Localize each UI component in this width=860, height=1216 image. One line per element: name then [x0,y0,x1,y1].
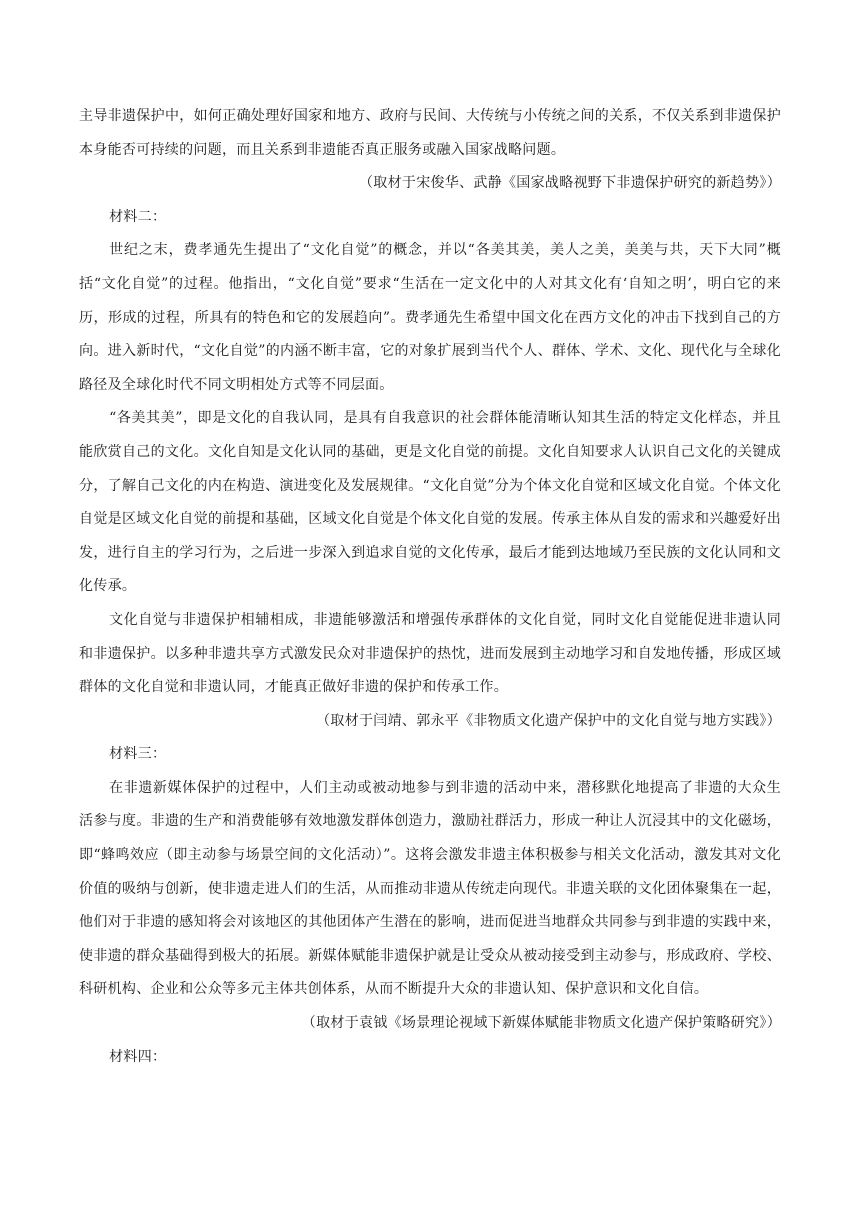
source-citation-3: （取材于袁钺《场景理论视域下新媒体赋能非物质文化遗产保护策略研究》） [301,1015,781,1032]
material-2-paragraph-3: 文化自觉与非遗保护相辅相成，非遗能够激活和增强传承群体的文化自觉，同时文化自觉能促进非遗认同和非遗保护。以多种非遗共享方式激发民众对非遗保护的热忱，进而发展到主动地学习和自发地传播，形成区域群体的文化自觉和非遗认同，才能真正做好非遗的保护和传承工作。 [79,611,781,696]
material-2-paragraph-1: 世纪之末，费孝通先生提出了“文化自觉”的概念，并以“各美其美，美人之美，美美与共，天下大同”概括“文化自觉”的过程。他指出，“文化自觉”要求“生活在一定文化中的人对其文化有‘自知之明’，明白它的来历，形成的过程，所具有的特色和它的发展趋向”。费孝通先生希望中国文化在西方文化的冲击下找到自己的方向。进入新时代，“文化自觉”的内涵不断丰富，它的对象扩展到当代个人、群体、学术、文化、现代化与全球化路径及全球化时代不同文明相处方式等不同层面。 [79,242,781,393]
source-citation-2: （取材于闫靖、郭永平《非物质文化遗产保护中的文化自觉与地方实践》） [316,712,781,729]
material-3-paragraph-1: 在非遗新媒体保护的过程中，人们主动或被动地参与到非遗的活动中来，潜移默化地提高了非遗的大众生活参与度。非遗的生产和消费能够有效地激发群体创造力，激励社群活力，形成一种让人沉浸其中的文化磁场，即“蜂鸣效应（即主动参与场景空间的文化活动）”。这将会激发非遗主体积极参与相关文化活动，激发其对文化价值的吸纳与创新，使非遗走进人们的生活，从而推动非遗从传统走向现代。非遗关联的文化团体聚集在一起，他们对于非遗的感知将会对该地区的其他团体产生潜在的影响，进而促进当地群众共同参与到非遗的实践中来，使非遗的群众基础得到极大的拓展。新媒体赋能非遗保护就是让受众从被动接受到主动参与，形成政府、学校、科研机构、企业和公众等多元主体共创体系，从而不断提升大众的非遗认知、保护意识和文化自信。 [79,779,781,998]
material-2-heading: 材料二： [109,208,167,225]
document-page [79,100,781,1074]
material-2-paragraph-2: “各美其美”，即是文化的自我认同，是具有自我意识的社会群体能清晰认知其生活的特定文化样态，并且能欣赏自己的文化。文化自知是文化认同的基础，更是文化自觉的前提。文化自知要求人认识自己文化的关键成分，了解自己文化的内在构造、演进变化及发展规律。“文化自觉”分为个体文化自觉和区域文化自觉。个体文化自觉是区域文化自觉的前提和基础，区域文化自觉是个体文化自觉的发展。传承主体从自发的需求和兴趣爱好出发，进行自主的学习行为，之后进一步深入到追求自觉的文化传承，最后才能到达地域乃至民族的文化认同和文化传承。 [79,410,781,595]
material-4-heading: 材料四： [109,1048,167,1065]
opening-paragraph: 主导非遗保护中，如何正确处理好国家和地方、政府与民间、大传统与小传统之间的关系，不仅关系到非遗保护本身能否可持续的问题，而且关系到非遗能否真正服务或融入国家战略问题。 [79,108,781,158]
source-citation-1: （取材于宋俊华、武静《国家战略视野下非遗保护研究的新趋势》） [359,175,781,192]
material-3-heading: 材料三： [109,746,167,763]
